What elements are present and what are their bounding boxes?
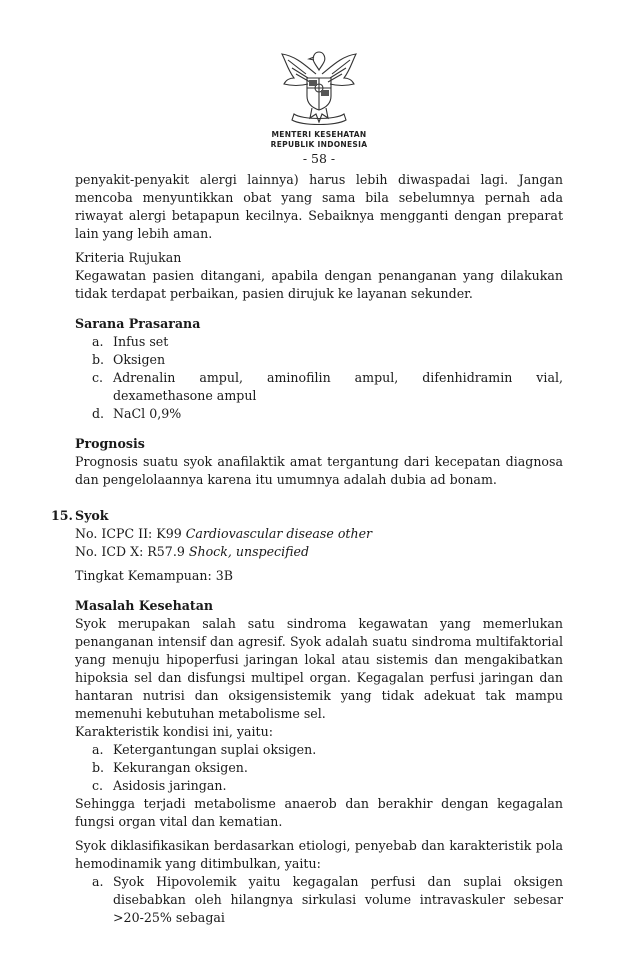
list-item: c. Asidosis jaringan.: [92, 778, 227, 793]
section-number: 15.: [51, 508, 73, 523]
list-item: a. Syok Hipovolemik yaitu kegagalan perfusi dan suplai oksigen disebabkan oleh hilangnya sirkulasi volume intravaskuler sebesar >20-25% sebagai: [92, 874, 563, 925]
problem-paragraph: Syok merupakan salah satu sindroma kegawatan yang memerlukan penanganan intensif dan agresif. Syok adalah suatu sindroma multifaktorial yang menuju hipoperfusi jaringan lokal atau sistemis dan mengakibatkan hipoksia sel dan disfungsi multipel organ. Kegagalan perfusi jaringan dan hantaran nutrisi dan oksigensistemik yang tidak adekuat tak mampu memenuhi kebutuhan metabolisme sel.: [75, 616, 563, 721]
ministry-label: [260, 130, 378, 150]
competency-level: Tingkat Kemampuan: 3B: [75, 568, 234, 583]
referral-paragraph: Kegawatan pasien ditangani, apabila dengan penanganan yang dilakukan tidak terdapat perbaikan, pasien dirujuk ke layanan sekunder.: [75, 268, 563, 301]
prognosis-heading: Prognosis: [75, 436, 145, 451]
document-body: [51, 171, 563, 927]
classification-intro: Syok diklasifikasikan berdasarkan etiologi, penyebab dan karakteristik pola hemodinamik yang ditimbulkan, yaitu:: [75, 838, 563, 871]
characteristics-intro: Karakteristik kondisi ini, yaitu:: [75, 724, 273, 739]
characteristics-list: [75, 741, 563, 795]
ministry-line-1: MENTERI KESEHATAN: [271, 130, 367, 139]
icpc-code: No. ICPC II: K99 Cardiovascular disease other: [75, 526, 373, 541]
classification-list: [75, 873, 563, 927]
garuda-emblem-icon: [276, 44, 362, 128]
consequence-paragraph: Sehingga terjadi metabolisme anaerob dan berakhir dengan kegagalan fungsi organ vital dan kematian.: [75, 796, 563, 829]
section-15: [51, 507, 563, 525]
list-item: b. Oksigen: [92, 352, 166, 367]
ministry-line-2: REPUBLIK INDONESIA: [270, 140, 368, 149]
icd-code: No. ICD X: R57.9 Shock, unspecified: [75, 544, 310, 559]
problem-heading: Masalah Kesehatan: [75, 598, 214, 613]
list-item: d. NaCl 0,9%: [92, 406, 182, 421]
list-item: c. Adrenalin ampul, aminofilin ampul, difenhidramin vial, dexamethasone ampul: [92, 370, 563, 403]
list-item: b. Kekurangan oksigen.: [92, 760, 248, 775]
continuation-paragraph: penyakit-penyakit alergi lainnya) harus lebih diwaspadai lagi. Jangan mencoba menyuntikkan obat yang sama bila sebelumnya pernah ada riwayat alergi betapapun kecilnya. Sebaiknya mengganti dengan preparat lain yang lebih aman.: [75, 172, 563, 241]
list-item: a. Ketergantungan suplai oksigen.: [92, 742, 317, 757]
page-number: - 58 -: [302, 151, 336, 166]
facilities-list: [75, 333, 563, 423]
section-title: Syok: [75, 508, 109, 523]
facilities-heading: Sarana Prasarana: [75, 316, 201, 331]
prognosis-paragraph: Prognosis suatu syok anafilaktik amat tergantung dari kecepatan diagnosa dan pengelolaannya karena itu umumnya adalah dubia ad bonam.: [75, 454, 563, 487]
list-item: a. Infus set: [92, 334, 169, 349]
referral-heading: Kriteria Rujukan: [75, 250, 182, 265]
